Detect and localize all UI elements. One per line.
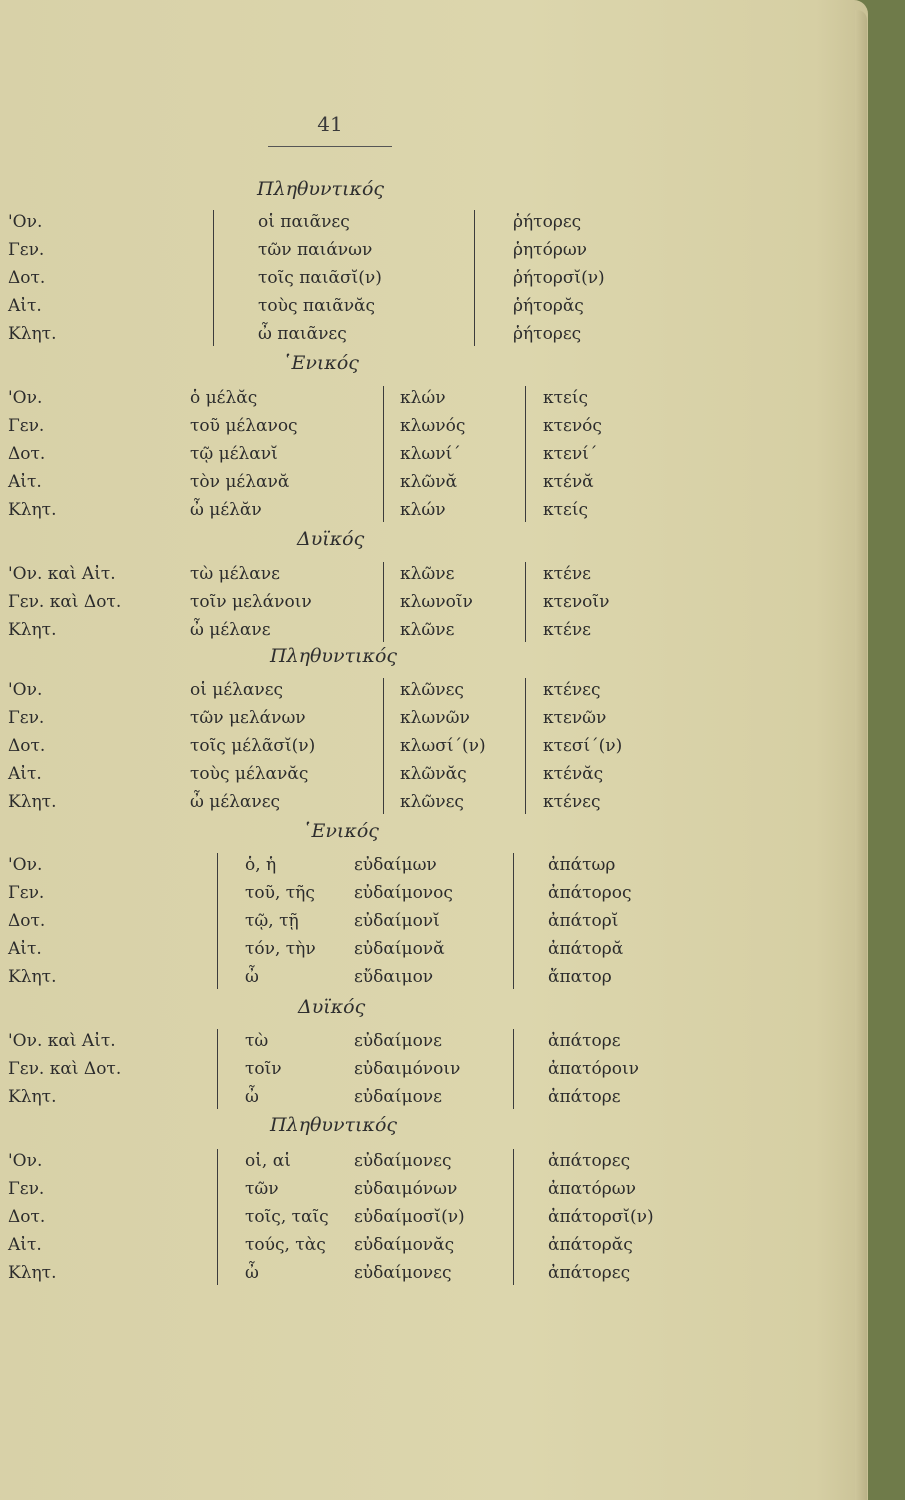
declension-form: κλωσί΄(ν) [400,736,486,756]
section-heading: Δυϊκός [298,996,366,1018]
declension-form: ῥήτορσῐ(ν) [513,268,605,288]
declension-form: τοῦ, τῆς [245,883,315,903]
column-rule [213,210,214,346]
declension-form: κτένε [543,620,591,640]
declension-form: κτεσί΄(ν) [543,736,623,756]
declension-form: ἀπάτορες [548,1263,631,1283]
declension-form: ἀπάτορες [548,1151,631,1171]
declension-form: κτένε [543,564,591,584]
declension-form: εὐδαιμόνοιν [354,1059,461,1079]
case-label: Αἰτ. [8,472,42,492]
declension-form: κλῶνᾰ [400,472,458,492]
declension-form: εὐδαιμόνων [354,1179,458,1199]
declension-form: κλῶνε [400,620,455,640]
case-label: Κλητ. [8,324,57,344]
declension-form: τοῖν μελάνοιν [190,592,312,612]
case-label: Αἰτ. [8,939,42,959]
case-label: Γεν. καὶ Δοτ. [8,592,122,612]
declension-form: ἀπάτορᾰς [548,1235,633,1255]
column-rule [525,678,526,814]
declension-form: τῶν μελάνων [190,708,306,728]
column-rule [383,386,384,522]
declension-form: τῷ, τῇ [245,911,299,931]
declension-form: ῥήτορᾰς [513,296,584,316]
declension-form: ἀπατόρων [548,1179,636,1199]
case-label: 'Ον. [8,388,43,408]
declension-form: κτενός [543,416,602,436]
declension-form: κτενί΄ [543,444,598,464]
declension-form: κλωνῶν [400,708,470,728]
column-rule [217,1029,218,1109]
declension-form: κτενοῖν [543,592,610,612]
declension-form: ῥητόρων [513,240,588,260]
declension-form: εὐδαίμονᾰς [354,1235,455,1255]
declension-form: ἀπάτορσῐ(ν) [548,1207,654,1227]
declension-form: κλωνί΄ [400,444,461,464]
declension-form: κλών [400,500,446,520]
declension-form: ἀπάτορε [548,1031,621,1051]
declension-form: ὦ μέλᾰν [190,500,262,520]
declension-form: κλωνός [400,416,466,436]
declension-form: εὐδαίμονε [354,1031,442,1051]
declension-form: οἱ παιᾶνες [258,212,350,232]
declension-form: κτένᾰς [543,764,604,784]
case-label: Αἰτ. [8,296,42,316]
declension-form: ἄπατορ [548,967,612,987]
column-rule [383,678,384,814]
case-label: Αἰτ. [8,1235,42,1255]
declension-form: τὼ μέλανε [190,564,280,584]
case-label: 'Ον. [8,1151,43,1171]
case-label: 'Ον. [8,855,43,875]
declension-form: κλών [400,388,446,408]
declension-form: τοῖς, ταῖς [245,1207,329,1227]
declension-form: τοῖν [245,1059,282,1079]
declension-form: κλῶνες [400,792,464,812]
case-label: Κλητ. [8,1087,57,1107]
case-label: 'Ον. καὶ Αἰτ. [8,564,116,584]
case-label: Γεν. καὶ Δοτ. [8,1059,122,1079]
page-number: 41 [317,112,343,136]
case-label: Γεν. [8,416,45,436]
declension-form: τὼ [245,1031,269,1051]
column-rule [217,853,218,989]
declension-form: ὁ, ἡ [245,855,277,875]
declension-form: εὔδαιμον [354,967,434,987]
declension-form: εὐδαίμονες [354,1263,452,1283]
section-heading: ῾Ενικός [302,820,379,842]
declension-form: εὐδαίμονες [354,1151,452,1171]
section-heading: Πληθυντικός [270,645,398,667]
case-label: 'Ον. [8,680,43,700]
declension-form: κτείς [543,388,589,408]
declension-form: ὦ [245,1087,259,1107]
declension-form: τοῖς μέλᾶσῐ(ν) [190,736,316,756]
section-heading: Πληθυντικός [257,178,385,200]
case-label: Γεν. [8,1179,45,1199]
declension-form: κλωνοῖν [400,592,473,612]
section-heading: ῾Ενικός [282,352,359,374]
declension-form: εὐδαίμονᾰ [354,939,445,959]
declension-form: οἱ, αἱ [245,1151,291,1171]
declension-form: τῶν [245,1179,279,1199]
declension-form: ἀπάτορε [548,1087,621,1107]
declension-form: ῥήτορες [513,212,582,232]
case-label: Δοτ. [8,1207,46,1227]
section-heading: Πληθυντικός [270,1114,398,1136]
declension-form: τόν, τὴν [245,939,316,959]
declension-form: εὐδαίμοσῐ(ν) [354,1207,465,1227]
declension-form: τῶν παιάνων [258,240,373,260]
declension-form: τὸν μέλανᾰ [190,472,290,492]
declension-form: οἱ μέλανες [190,680,284,700]
column-rule [513,1149,514,1285]
case-label: Δοτ. [8,268,46,288]
case-label: Δοτ. [8,444,46,464]
column-rule [513,853,514,989]
case-label: 'Ον. καὶ Αἰτ. [8,1031,116,1051]
declension-form: τοῖς παιᾶσῐ(ν) [258,268,382,288]
declension-form: ἀπάτωρ [548,855,616,875]
case-label: Γεν. [8,883,45,903]
declension-form: κτείς [543,500,589,520]
declension-form: εὐδαίμονῐ [354,911,440,931]
case-label: Γεν. [8,708,45,728]
column-rule [383,562,384,642]
case-label: Δοτ. [8,736,46,756]
case-label: Δοτ. [8,911,46,931]
declension-form: ἀπάτορᾰ [548,939,624,959]
section-heading: Δυϊκός [297,528,365,550]
case-label: Κλητ. [8,792,57,812]
column-rule [474,210,475,346]
declension-form: ὦ [245,1263,259,1283]
case-label: Κλητ. [8,500,57,520]
declension-form: εὐδαίμονε [354,1087,442,1107]
declension-form: εὐδαίμονος [354,883,453,903]
declension-form: τοῦ μέλανος [190,416,298,436]
declension-form: ἀπατόροιν [548,1059,640,1079]
declension-form: κτένες [543,792,601,812]
declension-form: κλῶνε [400,564,455,584]
declension-form: κτενῶν [543,708,607,728]
declension-form: ὁ μέλᾰς [190,388,258,408]
declension-form: κλῶνες [400,680,464,700]
declension-form: τοὺς μέλανᾰς [190,764,309,784]
case-label: 'Ον. [8,212,43,232]
declension-form: ὦ παιᾶνες [258,324,347,344]
declension-form: τῷ μέλανῐ [190,444,278,464]
page-number-rule [268,146,392,147]
declension-form: κλῶνᾰς [400,764,467,784]
declension-form: ὦ μέλανες [190,792,281,812]
declension-form: ῥήτορες [513,324,582,344]
column-rule [525,562,526,642]
declension-form: τοὺς παιᾶνᾰς [258,296,376,316]
column-rule [513,1029,514,1109]
declension-form: ὦ [245,967,259,987]
declension-form: ἀπάτορῐ [548,911,619,931]
declension-form: εὐδαίμων [354,855,437,875]
declension-form: κτένες [543,680,601,700]
column-rule [217,1149,218,1285]
declension-form: ὦ μέλανε [190,620,271,640]
column-rule [525,386,526,522]
case-label: Κλητ. [8,1263,57,1283]
page-edge [855,10,867,1500]
case-label: Κλητ. [8,620,57,640]
case-label: Κλητ. [8,967,57,987]
declension-form: κτένᾰ [543,472,594,492]
case-label: Γεν. [8,240,45,260]
declension-form: ἀπάτορος [548,883,632,903]
case-label: Αἰτ. [8,764,42,784]
declension-form: τούς, τὰς [245,1235,326,1255]
